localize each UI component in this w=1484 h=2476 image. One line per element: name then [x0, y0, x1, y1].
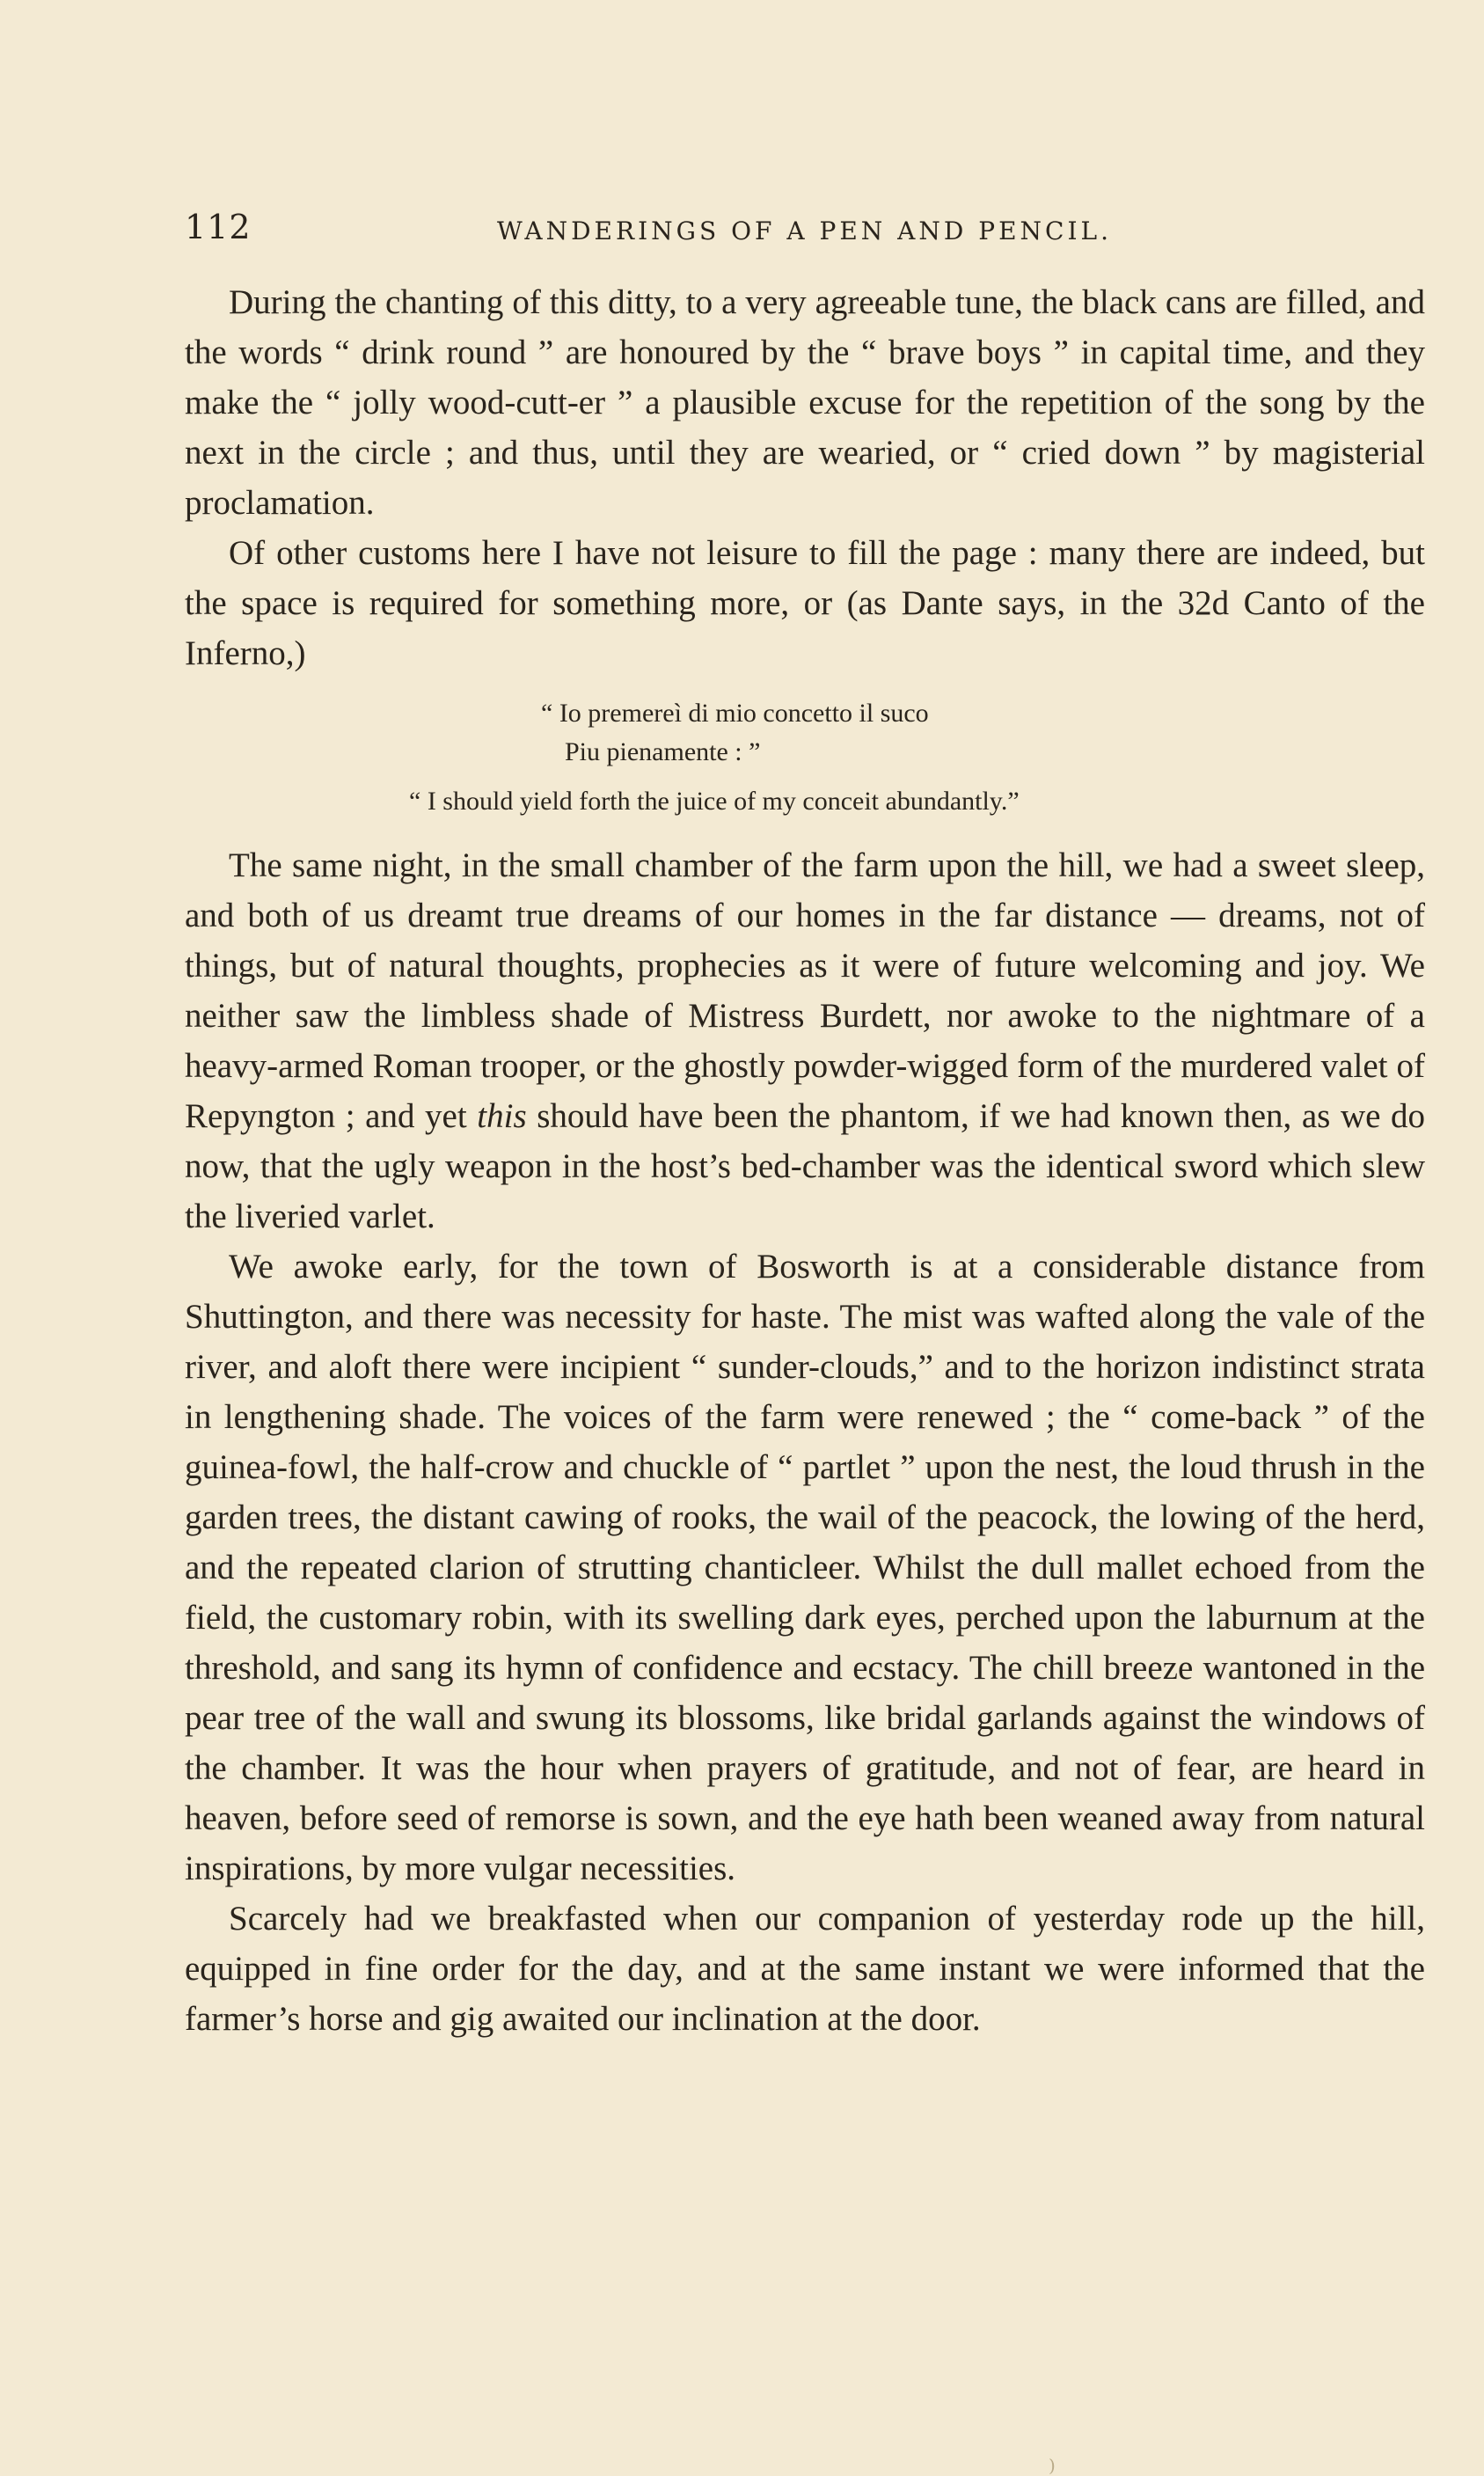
paragraph-1: During the chanting of this ditty, to a very agreeable tune, the black cans are filled, and the words “ drink round ” are honoured by the “ brave boys ” in capital time, and they make the “ jolly wood-cutt-er ” a plausible excuse for the repetition of the song by the next in the circle ; and thus, until they are wearied, or “ cried down ” by magisterial proclamation. — [185, 283, 1425, 522]
running-title: WANDERINGS OF A PEN AND PENCIL. — [497, 216, 1112, 245]
quote-italian-line-2: Piu pienamente : ” — [565, 737, 761, 766]
body-text — [185, 277, 1425, 2044]
paragraph-3 — [185, 840, 1425, 1242]
paper-stain-mark: ) — [1049, 2455, 1056, 2476]
paragraph-4: We awoke early, for the town of Bosworth is at a considerable distance from Shuttington, and there was necessity for haste. The mist was wafted along the vale of the river, and aloft there were incipient “ sunder-clouds,” and to the horizon indistinct strata in lengthening shade. The voices of the farm were renewed ; the “ come-back ” of the guinea-fowl, the half-crow and chuckle of “ partlet ” upon the nest, the loud thrush in the garden trees, the distant cawing of rooks, the wail of the peacock, the lowing of the herd, and the repeated clarion of strutting chanticleer. Whilst the dull mallet echoed from the field, the customary robin, with its swelling dark eyes, perched upon the laburnum at the threshold, and sang its hymn of confidence and ecstacy. The chill breeze wantoned in the pear tree of the wall and swung its blossoms, like bridal garlands against the windows of the chamber. It was the hour when prayers of gratitude, and not of fear, are heard in heaven, before seed of remorse is sown, and the eye hath been weaned away from natural inspirations, by more vulgar necessities. — [185, 1248, 1425, 1887]
dante-quotation — [185, 694, 1425, 821]
paragraph-2: Of other customs here I have not leisure to fill the page : many there are indeed, but the space is required for something more, or (as Dante says, in the 32d Canto of the Inferno,) — [185, 534, 1425, 672]
quote-italian-line-1: “ Io premereì di mio concetto il suco — [541, 699, 929, 728]
page-header — [185, 208, 1425, 260]
page-number: 112 — [185, 208, 252, 246]
paragraph-3-text-before: The same night, in the small chamber of the farm upon the hill, we had a sweet sleep, and both of us dreamt true dreams of our homes in the far distance — dreams, not of things, but of natural thoughts, prophecies as it were of future welcoming and joy. We neither saw the limbless shade of Mistress Burdett, nor awoke to the nightmare of a heavy-armed Roman trooper, or the ghostly powder-wigged form of the murdered valet of Repyngton ; and yet — [185, 846, 1425, 1135]
quote-translation: “ I should yield forth the juice of my conceit abundantly.” — [409, 787, 1020, 816]
paragraph-3-emphasis: this — [477, 1097, 527, 1135]
paragraph-5: Scarcely had we breakfasted when our companion of yesterday rode up the hill, equipped in fine order for the day, and at the same instant we were informed that the farmer’s horse and gig awaited our inclination at the door. — [185, 1900, 1425, 2038]
paragraph-3-text-after: should have been the phantom, if we had known then, as we do now, that the ugly weapon in the host’s bed-chamber was the identical sword which slew the liveried varlet. — [185, 1097, 1426, 1235]
